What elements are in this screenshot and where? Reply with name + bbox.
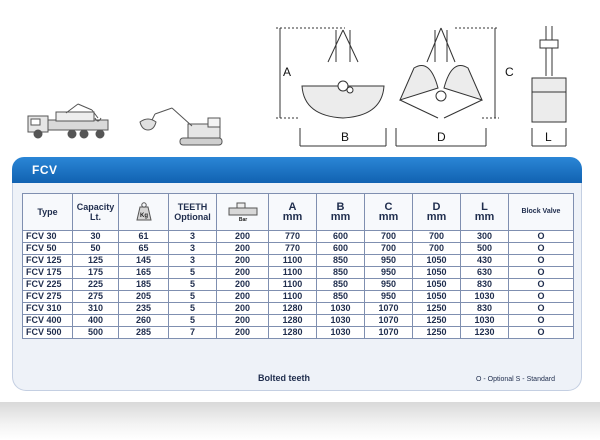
cell-d: 700 bbox=[413, 231, 461, 243]
cell-b: 1030 bbox=[317, 303, 365, 315]
cell-weight: 61 bbox=[119, 231, 169, 243]
cell-type: FCV 50 bbox=[23, 243, 73, 255]
cell-b: 850 bbox=[317, 267, 365, 279]
cell-type: FCV 275 bbox=[23, 291, 73, 303]
cell-type: FCV 400 bbox=[23, 315, 73, 327]
legend-note: O - Optional S - Standard bbox=[476, 376, 555, 383]
dim-a-label: A bbox=[283, 65, 292, 79]
col-header-block-valve: Block Valve bbox=[509, 194, 574, 231]
cell-type: FCV 175 bbox=[23, 267, 73, 279]
cell-c: 950 bbox=[365, 279, 413, 291]
c-header-line2: mm bbox=[378, 211, 399, 223]
d-header-line1: D bbox=[432, 201, 441, 213]
spec-table bbox=[22, 193, 574, 339]
cell-d: 1050 bbox=[413, 291, 461, 303]
cell-c: 700 bbox=[365, 243, 413, 255]
pressure-unit: Bar bbox=[238, 217, 247, 222]
col-header-teeth bbox=[169, 194, 217, 231]
table-row bbox=[23, 303, 574, 315]
cell-block-valve: O bbox=[509, 231, 574, 243]
cell-block-valve: O bbox=[509, 303, 574, 315]
cell-d: 1050 bbox=[413, 279, 461, 291]
col-header-c bbox=[365, 194, 413, 231]
cell-a: 1100 bbox=[269, 255, 317, 267]
cell-l: 300 bbox=[461, 231, 509, 243]
dim-c-label: C bbox=[505, 65, 514, 79]
cell-capacity: 125 bbox=[73, 255, 119, 267]
cell-l: 830 bbox=[461, 279, 509, 291]
teeth-header-line2: Optional bbox=[174, 212, 211, 222]
cell-teeth: 7 bbox=[169, 327, 217, 339]
table-row bbox=[23, 243, 574, 255]
cell-a: 1280 bbox=[269, 303, 317, 315]
table-row bbox=[23, 327, 574, 339]
col-header-a bbox=[269, 194, 317, 231]
b-header-line2: mm bbox=[330, 211, 351, 223]
cell-d: 700 bbox=[413, 243, 461, 255]
table-row bbox=[23, 279, 574, 291]
cell-block-valve: O bbox=[509, 291, 574, 303]
cell-capacity: 400 bbox=[73, 315, 119, 327]
cell-b: 1030 bbox=[317, 327, 365, 339]
teeth-header-line1: TEETH bbox=[177, 202, 208, 212]
spec-table-body bbox=[23, 231, 574, 339]
cell-a: 1100 bbox=[269, 267, 317, 279]
cell-teeth: 3 bbox=[169, 243, 217, 255]
col-header-type: Type bbox=[23, 194, 73, 231]
cell-weight: 185 bbox=[119, 279, 169, 291]
col-header-weight bbox=[119, 194, 169, 231]
cell-teeth: 5 bbox=[169, 315, 217, 327]
table-header-row bbox=[23, 194, 574, 231]
cell-a: 1280 bbox=[269, 327, 317, 339]
weight-unit: Kg bbox=[139, 213, 148, 219]
cell-capacity: 310 bbox=[73, 303, 119, 315]
cell-c: 1070 bbox=[365, 315, 413, 327]
cell-teeth: 5 bbox=[169, 303, 217, 315]
cell-c: 1070 bbox=[365, 303, 413, 315]
table-row bbox=[23, 267, 574, 279]
cell-b: 600 bbox=[317, 231, 365, 243]
cell-weight: 145 bbox=[119, 255, 169, 267]
cell-type: FCV 30 bbox=[23, 231, 73, 243]
a-header-line2: mm bbox=[282, 211, 303, 223]
cell-l: 630 bbox=[461, 267, 509, 279]
cell-l: 830 bbox=[461, 303, 509, 315]
cell-pressure: 200 bbox=[217, 315, 269, 327]
cell-pressure: 200 bbox=[217, 327, 269, 339]
dim-l-label: L bbox=[545, 130, 552, 144]
cell-capacity: 275 bbox=[73, 291, 119, 303]
grab-open-drawing bbox=[396, 28, 499, 146]
cell-teeth: 3 bbox=[169, 231, 217, 243]
cell-pressure: 200 bbox=[217, 303, 269, 315]
l-header-line2: mm bbox=[474, 211, 495, 223]
cell-type: FCV 225 bbox=[23, 279, 73, 291]
cell-d: 1050 bbox=[413, 267, 461, 279]
cell-capacity: 225 bbox=[73, 279, 119, 291]
cell-a: 770 bbox=[269, 231, 317, 243]
cell-l: 500 bbox=[461, 243, 509, 255]
cell-b: 850 bbox=[317, 255, 365, 267]
cell-block-valve: O bbox=[509, 255, 574, 267]
cell-teeth: 5 bbox=[169, 279, 217, 291]
col-header-d bbox=[413, 194, 461, 231]
cell-c: 700 bbox=[365, 231, 413, 243]
cell-l: 430 bbox=[461, 255, 509, 267]
b-header-line1: B bbox=[336, 201, 345, 213]
d-header-line2: mm bbox=[426, 211, 447, 223]
truck-crane-illustration bbox=[28, 104, 108, 138]
cell-capacity: 30 bbox=[73, 231, 119, 243]
cell-weight: 165 bbox=[119, 267, 169, 279]
cell-c: 1070 bbox=[365, 327, 413, 339]
cell-c: 950 bbox=[365, 291, 413, 303]
cell-a: 1100 bbox=[269, 279, 317, 291]
cell-type: FCV 125 bbox=[23, 255, 73, 267]
cell-pressure: 200 bbox=[217, 291, 269, 303]
cell-d: 1250 bbox=[413, 315, 461, 327]
cell-pressure: 200 bbox=[217, 279, 269, 291]
c-header-line1: C bbox=[384, 201, 393, 213]
page-shadow bbox=[0, 402, 600, 440]
l-header-line1: L bbox=[481, 201, 488, 213]
section-header-banner bbox=[12, 157, 582, 185]
section-title: FCV bbox=[32, 163, 58, 177]
pressure-gauge-icon bbox=[226, 200, 260, 222]
cell-type: FCV 310 bbox=[23, 303, 73, 315]
cell-c: 950 bbox=[365, 267, 413, 279]
cell-teeth: 3 bbox=[169, 255, 217, 267]
cell-weight: 285 bbox=[119, 327, 169, 339]
cell-pressure: 200 bbox=[217, 267, 269, 279]
cell-pressure: 200 bbox=[217, 231, 269, 243]
cell-b: 850 bbox=[317, 291, 365, 303]
col-header-pressure bbox=[217, 194, 269, 231]
dim-d-label: D bbox=[437, 130, 446, 144]
cell-a: 1100 bbox=[269, 291, 317, 303]
col-header-capacity bbox=[73, 194, 119, 231]
weight-icon bbox=[133, 200, 155, 222]
cell-pressure: 200 bbox=[217, 243, 269, 255]
cell-weight: 235 bbox=[119, 303, 169, 315]
cell-block-valve: O bbox=[509, 327, 574, 339]
cell-weight: 65 bbox=[119, 243, 169, 255]
cell-block-valve: O bbox=[509, 279, 574, 291]
table-row bbox=[23, 291, 574, 303]
cell-pressure: 200 bbox=[217, 255, 269, 267]
capacity-header-line1: Capacity bbox=[76, 202, 115, 212]
table-row bbox=[23, 255, 574, 267]
cell-capacity: 50 bbox=[73, 243, 119, 255]
cell-b: 600 bbox=[317, 243, 365, 255]
cell-l: 1030 bbox=[461, 315, 509, 327]
cell-teeth: 5 bbox=[169, 291, 217, 303]
cell-b: 850 bbox=[317, 279, 365, 291]
cell-d: 1050 bbox=[413, 255, 461, 267]
cell-b: 1030 bbox=[317, 315, 365, 327]
cell-d: 1250 bbox=[413, 303, 461, 315]
cell-l: 1030 bbox=[461, 291, 509, 303]
a-header-line1: A bbox=[288, 201, 297, 213]
cell-d: 1250 bbox=[413, 327, 461, 339]
cell-capacity: 175 bbox=[73, 267, 119, 279]
cell-a: 1280 bbox=[269, 315, 317, 327]
cell-l: 1230 bbox=[461, 327, 509, 339]
capacity-header-line2: Lt. bbox=[90, 212, 101, 222]
table-row bbox=[23, 315, 574, 327]
cell-block-valve: O bbox=[509, 315, 574, 327]
cell-c: 950 bbox=[365, 255, 413, 267]
col-header-b bbox=[317, 194, 365, 231]
cell-block-valve: O bbox=[509, 243, 574, 255]
cell-weight: 205 bbox=[119, 291, 169, 303]
cell-block-valve: O bbox=[509, 267, 574, 279]
table-row bbox=[23, 231, 574, 243]
grab-side-drawing bbox=[532, 26, 566, 146]
cell-weight: 260 bbox=[119, 315, 169, 327]
cell-a: 770 bbox=[269, 243, 317, 255]
illustrations bbox=[0, 0, 600, 160]
cell-capacity: 500 bbox=[73, 327, 119, 339]
grab-closed-drawing bbox=[276, 28, 386, 146]
excavator-illustration bbox=[140, 108, 222, 145]
col-header-l bbox=[461, 194, 509, 231]
cell-teeth: 5 bbox=[169, 267, 217, 279]
dim-b-label: B bbox=[341, 130, 350, 144]
bolted-teeth-note: Bolted teeth bbox=[257, 373, 310, 383]
cell-type: FCV 500 bbox=[23, 327, 73, 339]
